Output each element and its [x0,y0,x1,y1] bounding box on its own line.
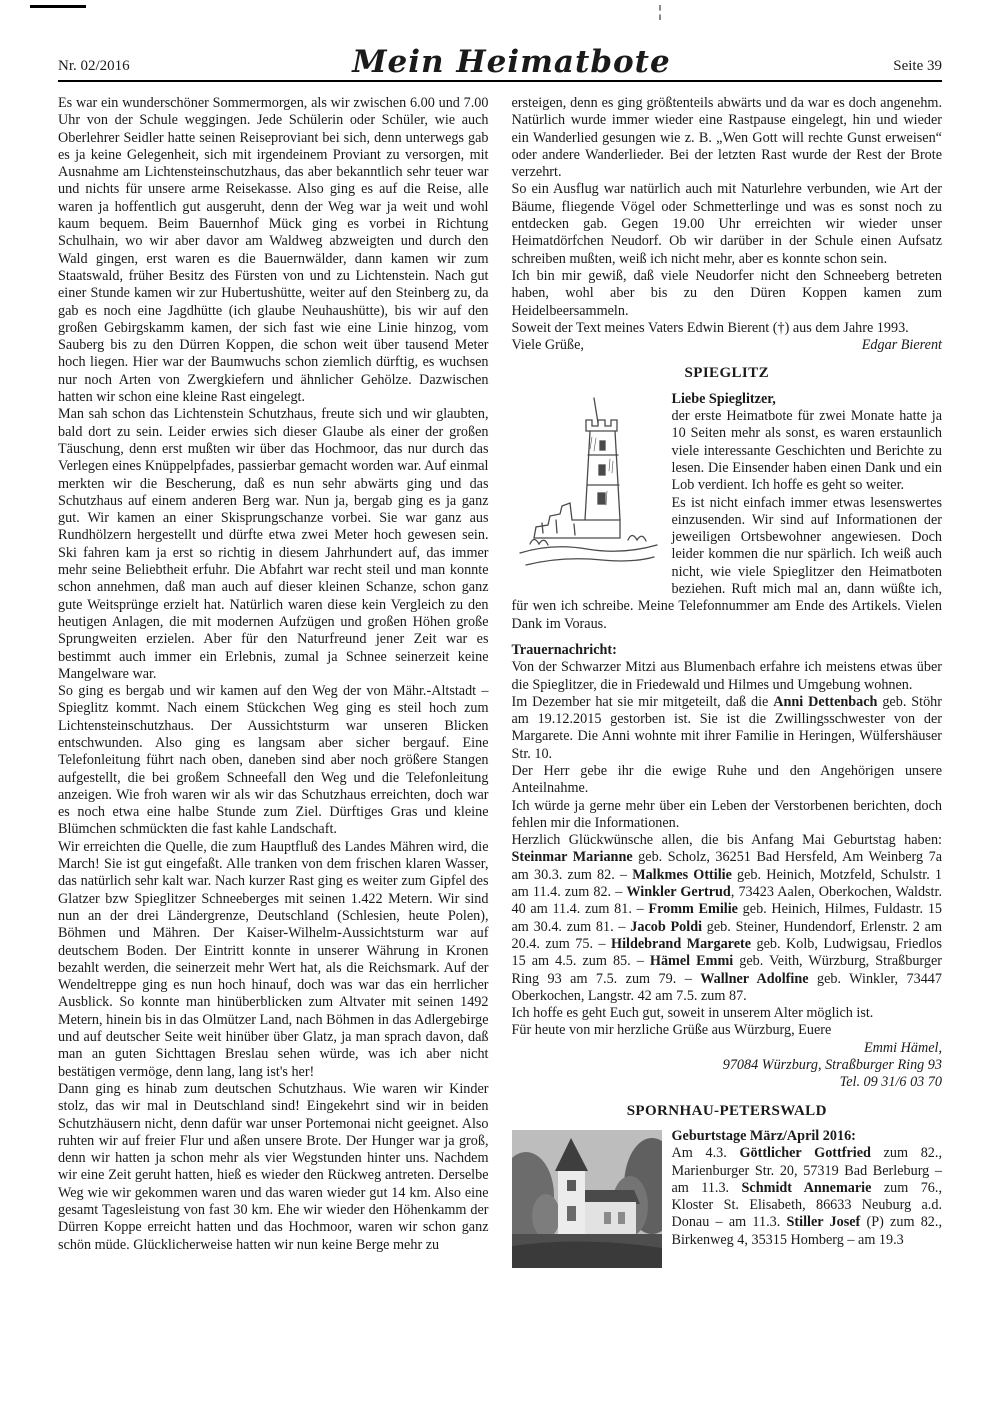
section-heading-spieglitz: SPIEGLITZ [684,365,769,382]
right-column [512,95,943,1271]
body-paragraph: So ging es bergab und wir kamen auf den Weg der von Mähr.-Altstadt – Spieglitz kommt. Nach einem Stückchen Weg ging es steil hoch zum Lichtensteinschutzhaus. Der Aussichtsturm war unseren Blicken entschwunden. Also ging es langsam aber sicher bergauf. Eine Telefonleitung führt nach oben, daneben sind aber noch größere Stangen aufgestellt, die bei großem Schneefall den Weg und die Telefonleitung anzeigen. Wie froh waren wir als wir das Schutzhaus erreichten, doch war es noch etwa eine halbe Stunde zum Ziel. Dürftiges Gras und kleine Blümchen schmückten die fast kahle Landschaft. [58,683,489,838]
section-heading-spornhau: SPORNHAU-PETERSWALD [626,1102,827,1119]
letter-closing [512,337,943,354]
masthead-title: Mein Heimatbote [352,44,671,80]
body-paragraph: Es war ein wunderschöner Sommermorgen, als wir zwischen 6.00 und 7.00 Uhr von der Schule weggingen. Jede Schülerin oder Schüler, wie auch Oberlehrer Seidler hatte seinen Reiseproviant bei sich, denn unterwegs gab es ja keine Gelegenheit, sich mit irgendeinem Proviant zu versorgen, mit Ausnahme am Lichtensteinschutzhaus, das aber bekanntlich sehr teuer war und nichts für unsere arme Reisekasse. Also ging es auf die Reise, alle waren ja hoffentlich gut ausgeruht, denn der Weg war ja weit und wohl kaum bequem. Beim Bauernhof Mück ging es vorbei in Richtung Schulhain, wo wir aber davor am Waldweg abzweigten und durch den Wald gingen, erst waren es die Bauernwälder, dann kamen wir zum Staatswald, früher Besitz des Fürsten von und zu Lichtenstein. Nach gut einer Stunde kamen wir zur Hubertushütte, weiter auf den Steinberg zu, da gab es noch eine Jagdhütte (ich glaube Neuhaushütte), bis wir auf den großen Gebirgskamm kamen, der sich fast wie eine Linie hinzog, vom Sauberg bis zu den Dürren Koppen, die schon weit über tausend Meter hoch liegen. Hier war der Baumwuchs schon ziemlich dürftig, es wuchsen nur noch Arten von Zwergkiefern und ähnlicher Gehölze. Dazwischen hatten wir schon eine kleine Rast eingelegt. [58,95,489,406]
issue-number: Nr. 02/2016 [58,58,130,74]
birthdays-heading: Geburtstage März/April 2016: [671,1127,856,1144]
tower-illustration [512,393,662,583]
article-columns [58,95,942,1271]
body-paragraph: Ich würde ja gerne mehr über ein Leben der Verstorbenen berichten, doch fehlen mir die Informationen. [511,797,942,831]
body-paragraph: Soweit der Text meines Vaters Edwin Bierent (†) aus dem Jahre 1993. [511,319,909,336]
spieglitz-block [512,391,943,633]
signature-name: Emmi Hämel, [863,1039,942,1056]
trauernachricht-heading: Trauernachricht: [511,641,617,658]
body-paragraph: Von der Schwarzer Mitzi aus Blumenbach erfahre ich meistens etwas über die Spieglitzer, die in Friedewald und Hilmes und Umgebung wohnen. [511,659,942,693]
page-header [58,44,942,80]
body-paragraph: Der Herr gebe ihr die ewige Ruhe und den Angehörigen unsere Anteilnahme. [511,762,942,797]
left-column [58,95,489,1271]
tower-sketch-icon [512,393,662,583]
body-paragraph: der erste Heimatbote für zwei Monate hatte ja 10 Seiten mehr als sonst, es waren erstaunlich viele interessante Geschichten und Berichte zu lesen. Die Einsender haben einen Dank und ein Lob verdient. Ich hoffe es geht so weiter. [671,408,942,494]
signature-phone: Tel. 09 31/6 03 70 [839,1074,942,1091]
signature-address: 97084 Würzburg, Straßburger Ring 93 [722,1057,942,1074]
crop-mark-top-left-icon [30,5,86,8]
header-rule [58,80,942,82]
signature-block [512,1040,943,1092]
body-paragraph: Für heute von mir herzliche Grüße aus Würzburg, Euere [511,1022,832,1039]
crop-mark-top-center-icon [659,5,661,20]
body-paragraph: Ich hoffe es geht Euch gut, soweit in unserem Alter möglich ist. [511,1005,874,1022]
birthday-list: Am 4.3. Göttlicher Gottfried zum 82., Marienburger Str. 20, 57319 Bad Berleburg – am 11.3. Schmidt Annemarie zum 76., Kloster St. Elisabeth, 86633 Neuburg a.d. Donau – am 11.3. Stiller Josef (P) zum 82., Birkenweg 4, 35315 Homberg – am 19.3 [671,1145,942,1248]
church-photo-icon [512,1130,662,1268]
church-photo [512,1130,662,1268]
body-paragraph: So ein Ausflug war natürlich auch mit Naturlehre verbunden, wie Art der Bäume, fliegende Vögel oder Schmetterlinge und was es sonst noch zu entdecken gab. Gegen 19.00 Uhr erreichten wir wieder unser Heimatdörfchen Neudorf. Ob wir darüber in der Schule einen Aufsatz schreiben mußten, weiß ich nicht mehr, aber es konnte schon sein. [511,181,942,267]
body-paragraph: Dann ging es hinab zum deutschen Schutzhaus. Wie waren wir Kinder stolz, das wir mal in Deutschland sind! Eingekehrt sind wir in beiden Schutzhäusern nicht, denn dafür war unser Portemonai nicht geeignet. Also ruhten wir auf freier Flur und aßen unsere Brote. Der Hunger war ja groß, denn wir hatten ja schon mehr als vier Wegstunden hinter uns. Nachdem wir eine Zeit geruht hatten, hieß es wieder den Rückweg antreten. Derselbe Weg wie wir gekommen waren und das waren wieder gut 14 km. Also eine gesamt Tagesleistung von fast 30 km. Ehe wir wieder den Höhenkamm der Dürren Koppe erreicht hatten und das Hochmoor, waren wir schon ganz schön müde. Glücklicherweise hatten wir nun keine Berge mehr zu [58,1080,489,1253]
salutation: Liebe Spieglitzer, [671,390,776,407]
closing-author: Edgar Bierent [861,337,942,354]
page-number: Seite 39 [893,58,942,74]
body-paragraph: Ich bin mir gewiß, daß viele Neudorfer nicht den Schneeberg betreten haben, wohl aber bis zu den Düren Koppen kamen zum Heidelbeersammeln. [511,267,942,319]
body-paragraph: ersteigen, denn es ging größtenteils abwärts und da war es doch angenehm. Natürlich wurde immer wieder eine Rastpause eingelegt, hin und wieder ein Wanderlied gesungen wie z. B. „Wen Gott will rechte Gunst erweisen“ oder andere Wanderlieder. Bei der letzten Rast wurde der Rest der Brote verzehrt. [511,95,942,181]
closing-salutation: Viele Grüße, [511,337,584,354]
body-paragraph: Wir erreichten die Quelle, die zum Hauptfluß des Landes Mähren wird, die March! Sie ist gut eingefaßt. Alle tranken von dem frischen klaren Wasser, das natürlich sehr kalt war. Nach kurzer Rast ging es weiter zum Gipfel des Glatzer bzw Spieglitzer Schneeberges mit seinen 1.422 Metern. Wir sind nun an der drei Ländergrenze, Deutschland (Schlesien, heute Polen), Böhmen und Mähren. Der Kaiser-Wilhelm-Aussichtsturm war auf deutschem Boden. Der Eintritt konnte in unserer Währung in Kronen bezahlt werden, die seinerzeit mehr Wert hat, als die Reichsmark. Auf der Wendeltreppe ging es nun hoch hinauf, doch was war das ein herrlicher Ausblick. So konnte man hinüberblicken zum Altvater mit seinen 1492 Metern, hinein bis in das Olmützer Land, nach Böhmen in das Adlergebirge und auf deutscher Seite weit hinüber über Glatz, ja man sprach davon, daß man an guten Sichttagen Breslau sehen würde, was ich aber nicht bestätigen vermöge, denn lang, lang ist's her! [58,838,489,1080]
birthday-list: Herzlich Glückwünsche allen, die bis Anfang Mai Geburtstag haben: Steinmar Marianne geb. Scholz, 36251 Bad Hersfeld, Am Weinberg 7a am 30.3. zum 82. – Malkmes Ottilie geb. Heinich, Motzfeld, Schulstr. 1 am 11.4. zum 82. – Winkler Gertrud, 73423 Aalen, Oberkochen, Waldstr. 40 am 11.4. zum 81. – Fromm Emilie geb. Heinich, Hilmes, Fuldastr. 15 am 30.4. zum 81. – Jacob Poldi geb. Steiner, Hundendorf, Erlenstr. 2 am 20.4. zum 75. – Hildebrand Margarete geb. Kolb, Ludwigsau, Friedlos 15 am 4.5. zum 85. – Hämel Emmi geb. Veith, Würzburg, Straßburger Ring 93 am 7.5. zum 79. – Wallner Adolfine geb. Winkler, 73447 Oberkochen, Langstr. 42 am 7.5. zum 87. [511,832,943,1004]
spornhau-block [512,1128,943,1271]
body-paragraph: Es ist nicht einfach immer etwas lesenswertes einzusenden. Wir sind auf Informationen der jeweiligen Ortsbewohner angewiesen. Doch leider kommen die nur spärlich. Ich weiß auch nicht, wie viele Spieglitzer den Heimatboten beziehen. Ruft mich mal an, dann wüßte ich, für wen ich schreibe. Meine Telefonnummer am Ende des Artikels. Vielen Dank im Voraus. [511,494,942,632]
body-paragraph: Man sah schon das Lichtenstein Schutzhaus, freute sich und wir glaubten, bald dort zu sein. Leider erwies sich dieser Glaube als einer der großen Täuschung, denn erst mußten wir über das Hochmoor, das nur durch das Verlegen eines Knüppelpfades, passierbar gemacht worden war. Auf einmal merkten wir die Bescherung, daß es nun sehr abwärts ging und das Schutzhaus auf einem anderen Berg war. Nun ja, bergab ging es ja ganz gut. Wir kamen an einer Skisprungschanze vorbei. Sie war ganz aus Rundhölzern hergestellt und dürfte etwa zwei Meter hoch gewesen sein. Ski fahren kam ja erst so richtig in diesem Jahrhundert auf, das immer mehr seine Beliebtheit erfuhr. Die Abfahrt war recht steil und man konnte schon annehmen, daß man auch auf dieser kleinen Schanze, schon ganz gute Weitsprünge erzielt hat. Natürlich waren diese kein Vergleich zu den heutigen Anlagen, die mit modernen Aufzügen und großen Höhen große Sprungweiten erzielen. Aber für den Naturfreund jener Zeit war es bestimmt auch immer ein Erlebnis, zumal ja Schnee seinerzeit keine Mangelware war. [58,406,489,682]
body-paragraph: Im Dezember hat sie mir mitgeteilt, daß die Anni Dettenbach geb. Stöhr am 19.12.2015 gestorben ist. Sie ist die Zwillingsschwester von der Margarete. Die Anni wohnte mit ihrer Familie in Heringen, Wülfershäuser Str. 10. [511,693,942,762]
